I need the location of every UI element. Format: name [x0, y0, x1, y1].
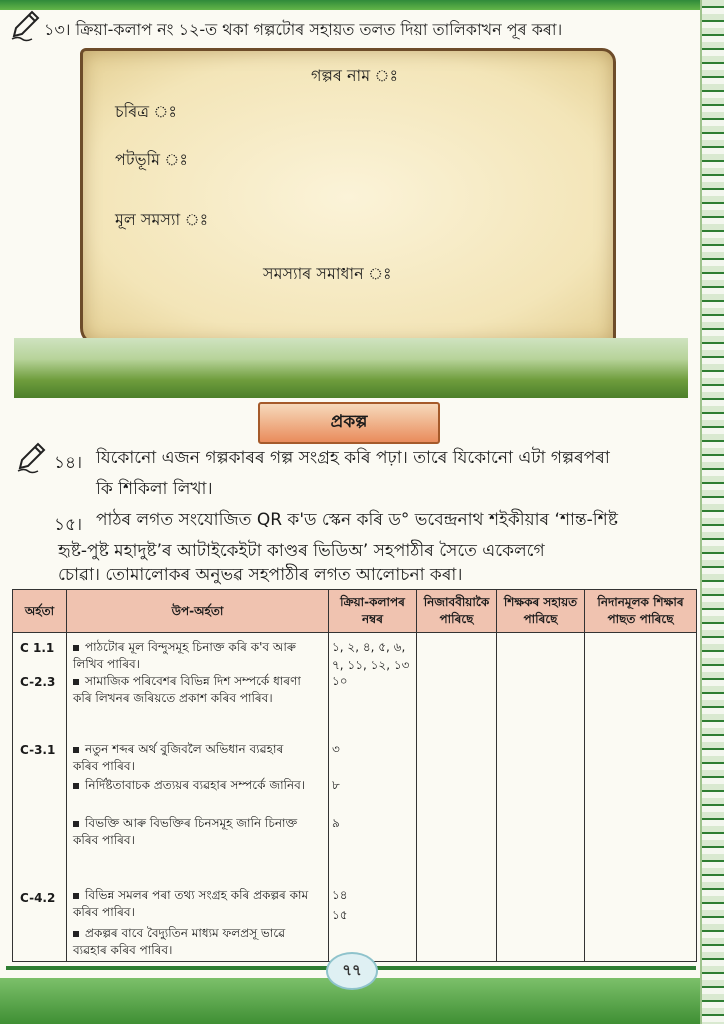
activity-number: ১০ [332, 674, 348, 688]
activity-number: ৭, ১১, ১২, ১৩ [332, 658, 410, 672]
competency-column [13, 633, 67, 962]
activity-number: ১৪ [332, 888, 348, 902]
story-title-label: গল্পৰ নাম ঃ [311, 66, 399, 85]
sub-competency-item: সামাজিক পৰিবেশৰ বিভিন্ন দিশ সম্পৰ্কে ধাৰণা কৰি লিখনৰ জৰিয়তে প্ৰকাশ কৰিব পাৰিব। [73, 674, 301, 705]
header-activity-number: ক্ৰিয়া-কলাপৰ নম্বৰ [329, 590, 417, 633]
decorative-side-border [700, 0, 724, 1024]
sub-competency-item: নতুন শব্দৰ অৰ্থ বুজিবলৈ অভিধান ব্যৱহাৰ কৰিব পাৰিব। [73, 742, 284, 773]
sub-competency-column [67, 633, 329, 962]
header-remedial: নিদানমূলক শিক্ষাৰ পাছত পাৰিছে [585, 590, 697, 633]
activity-number: ১, ২, ৪, ৫, ৬, [332, 640, 406, 654]
sub-competency-item: বিভিন্ন সমলৰ পৰা তথ্য সংগ্ৰহ কৰি প্ৰকল্পৰ কাম কৰিব পাৰিব। [73, 888, 309, 919]
sub-competency-item: বিভক্তি আৰু বিভক্তিৰ চিনসমূহ জানি চিনাক্ত কৰিব পাৰিব। [73, 816, 298, 847]
competency-code: C-4.2 [20, 891, 56, 905]
question-14-line-1: যিকোনো এজন গল্পকাৰৰ গল্প সংগ্ৰহ কৰি পঢ়া। তাৰে যিকোনো এটা গল্পৰপৰা [96, 448, 610, 468]
top-green-border [0, 0, 700, 10]
competency-code: C-2.3 [20, 675, 56, 689]
activity-number: ৯ [332, 816, 340, 830]
header-self-able: নিজাববীয়াকৈ পাৰিছে [417, 590, 497, 633]
header-sub-competency: উপ-অৰ্হতা [67, 590, 329, 633]
question-14-number: ১৪। [54, 453, 83, 473]
question-14-line-2: কি শিকিলা লিখা। [96, 479, 213, 499]
competency-code: C 1.1 [20, 641, 55, 655]
question-15-line-2: হৃষ্ট-পুষ্ট মহাদুষ্ট’ৰ আটাইকেইটা কাণ্ডৰ ভিডিঅ’ সহপাঠীৰ সৈতে একেলগে [58, 541, 545, 561]
table-header-row [13, 590, 697, 633]
sub-competency-item: নিৰ্দিষ্টতাবাচক প্ৰত্যয়ৰ ব্যৱহাৰ সম্পৰ্কে জানিব। [73, 777, 309, 794]
main-problem-label: মূল সমস্যা ঃ [115, 210, 209, 229]
table-row [13, 633, 697, 962]
competency-code: C-3.1 [20, 743, 56, 757]
header-competency: অৰ্হতা [13, 590, 67, 633]
activity-number: ৮ [332, 778, 340, 792]
header-teacher-help: শিক্ষকৰ সহায়ত পাৰিছে [497, 590, 585, 633]
remedial-column [585, 633, 697, 962]
story-card [80, 48, 616, 346]
background-label: পটভূমি ঃ [115, 150, 188, 169]
question-13: ১৩। ক্ৰিয়া-কলাপ নং ১২-ত থকা গল্পটোৰ সহায়ত তলত দিয়া তালিকাখন পূৰ কৰা। [44, 20, 563, 39]
character-label: চৰিত্ৰ ঃ [115, 102, 177, 121]
sub-competency-item: পাঠটোৰ মূল বিন্দুসমূহ চিনাক্ত কৰি ক'ব আৰু লিখিব পাৰিব। [73, 640, 296, 671]
activity-number: ৩ [332, 742, 340, 756]
sub-competency-item: প্ৰকল্পৰ বাবে বৈদ্যুতিন মাধ্যম ফলপ্ৰসূ ভাৱে ব্যৱহাৰ কৰিব পাৰিব। [73, 926, 286, 957]
question-15-line-1: পাঠৰ লগত সংযোজিত QR ক'ড স্কেন কৰি ড° ভবেন্দ্ৰনাথ শইকীয়াৰ ‘শান্ত-শিষ্ট [96, 510, 618, 530]
assessment-table [12, 589, 697, 962]
pencil-icon [8, 8, 42, 42]
activity-number-column [329, 633, 417, 962]
solution-label: সমস্যাৰ সমাধান ঃ [263, 264, 392, 283]
project-banner: প্ৰকল্প [258, 402, 440, 444]
page-number: ৭৭ [326, 952, 378, 990]
question-15-number: ১৫। [54, 515, 83, 535]
meadow-illustration [14, 338, 688, 398]
question-15-line-3: চোৱা। তোমালোকৰ অনুভৱ সহপাঠীৰ লগত আলোচনা কৰা। [58, 565, 463, 585]
activity-number: ১৫ [332, 908, 348, 922]
pencil-icon [14, 440, 48, 474]
teacher-help-column [497, 633, 585, 962]
self-able-column [417, 633, 497, 962]
